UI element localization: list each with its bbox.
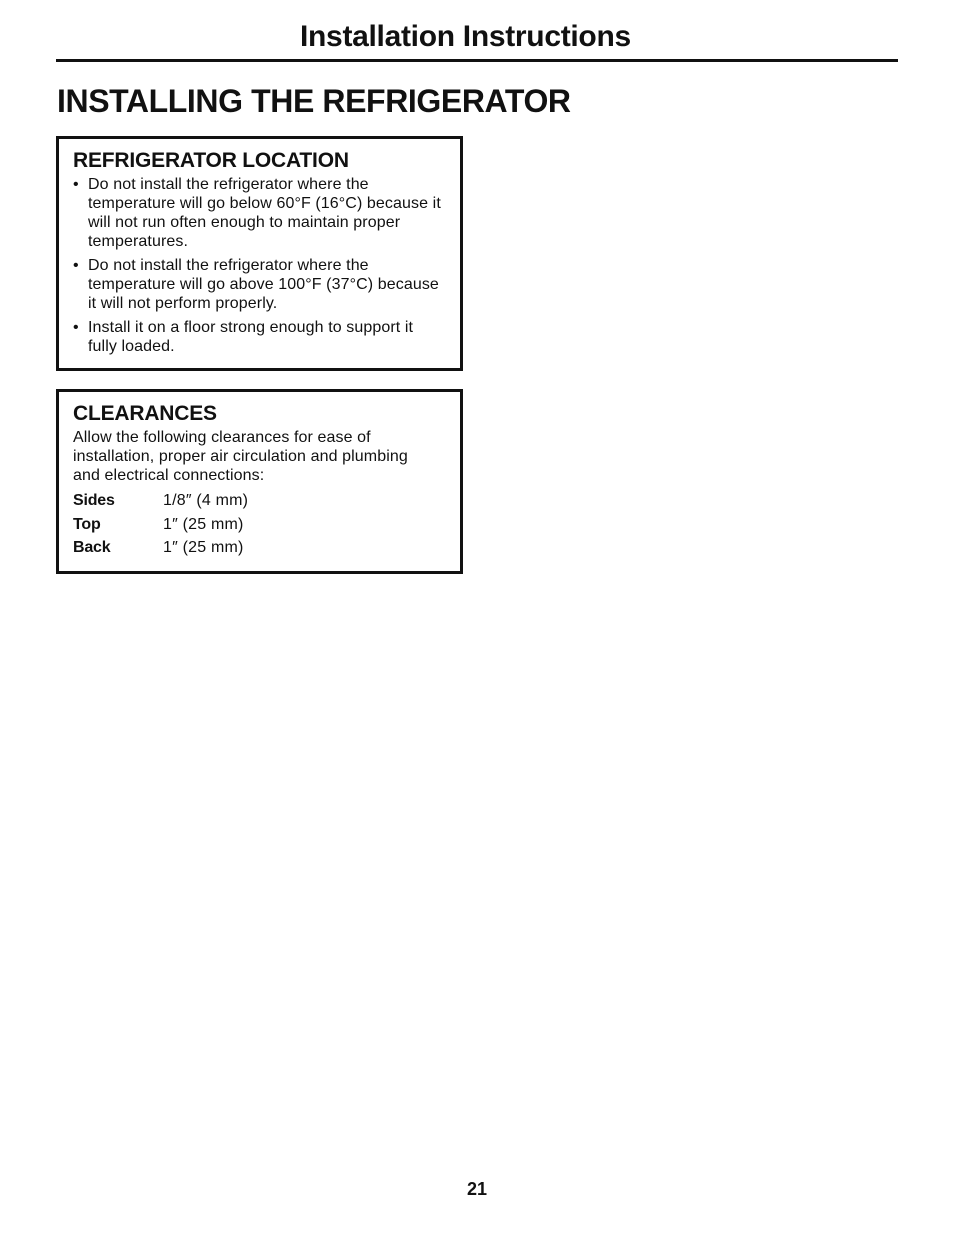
location-bullet-text: Do not install the refrigerator where the temperature will go below 60°F (16°C) because it will not run often enough to maintain proper temperatures.: [88, 176, 441, 250]
location-bullet-list: [73, 175, 446, 356]
clearances-box: [56, 389, 463, 574]
clearance-value: 1″ (25 mm): [163, 515, 244, 533]
clearance-row-sides: [73, 489, 446, 513]
clearance-value: 1/8″ (4 mm): [163, 492, 249, 509]
clearance-row-top: [73, 513, 446, 537]
location-bullet-text: Do not install the refrigerator where the temperature will go above 100°F (37°C) because it will not perform properly.: [88, 257, 439, 312]
refrigerator-location-box: [56, 136, 463, 371]
header-divider: [56, 59, 898, 62]
bullet-icon: •: [73, 176, 79, 193]
clearances-intro: Allow the following clearances for ease of installation, proper air circulation and plumbing and electrical connections:: [73, 429, 408, 484]
bullet-icon: •: [73, 319, 79, 336]
page-number: 21: [466, 1179, 488, 1199]
clearance-label: Sides: [73, 492, 115, 509]
location-bullet-item: [73, 175, 446, 251]
header-title: Installation Instructions: [300, 20, 631, 53]
location-bullet-text: Install it on a floor strong enough to support it fully loaded.: [88, 319, 414, 355]
clearance-label: Back: [73, 539, 111, 556]
section-title: INSTALLING THE REFRIGERATOR: [57, 83, 571, 119]
location-bullet-item: [73, 318, 446, 356]
clearance-row-back: [73, 536, 446, 560]
clearance-label: Top: [73, 515, 101, 533]
clearance-value: 1″ (25 mm): [163, 539, 244, 556]
refrigerator-location-heading: REFRIGERATOR LOCATION: [73, 149, 349, 172]
clearances-heading: CLEARANCES: [73, 402, 217, 425]
location-bullet-item: [73, 256, 446, 313]
bullet-icon: •: [73, 257, 79, 274]
